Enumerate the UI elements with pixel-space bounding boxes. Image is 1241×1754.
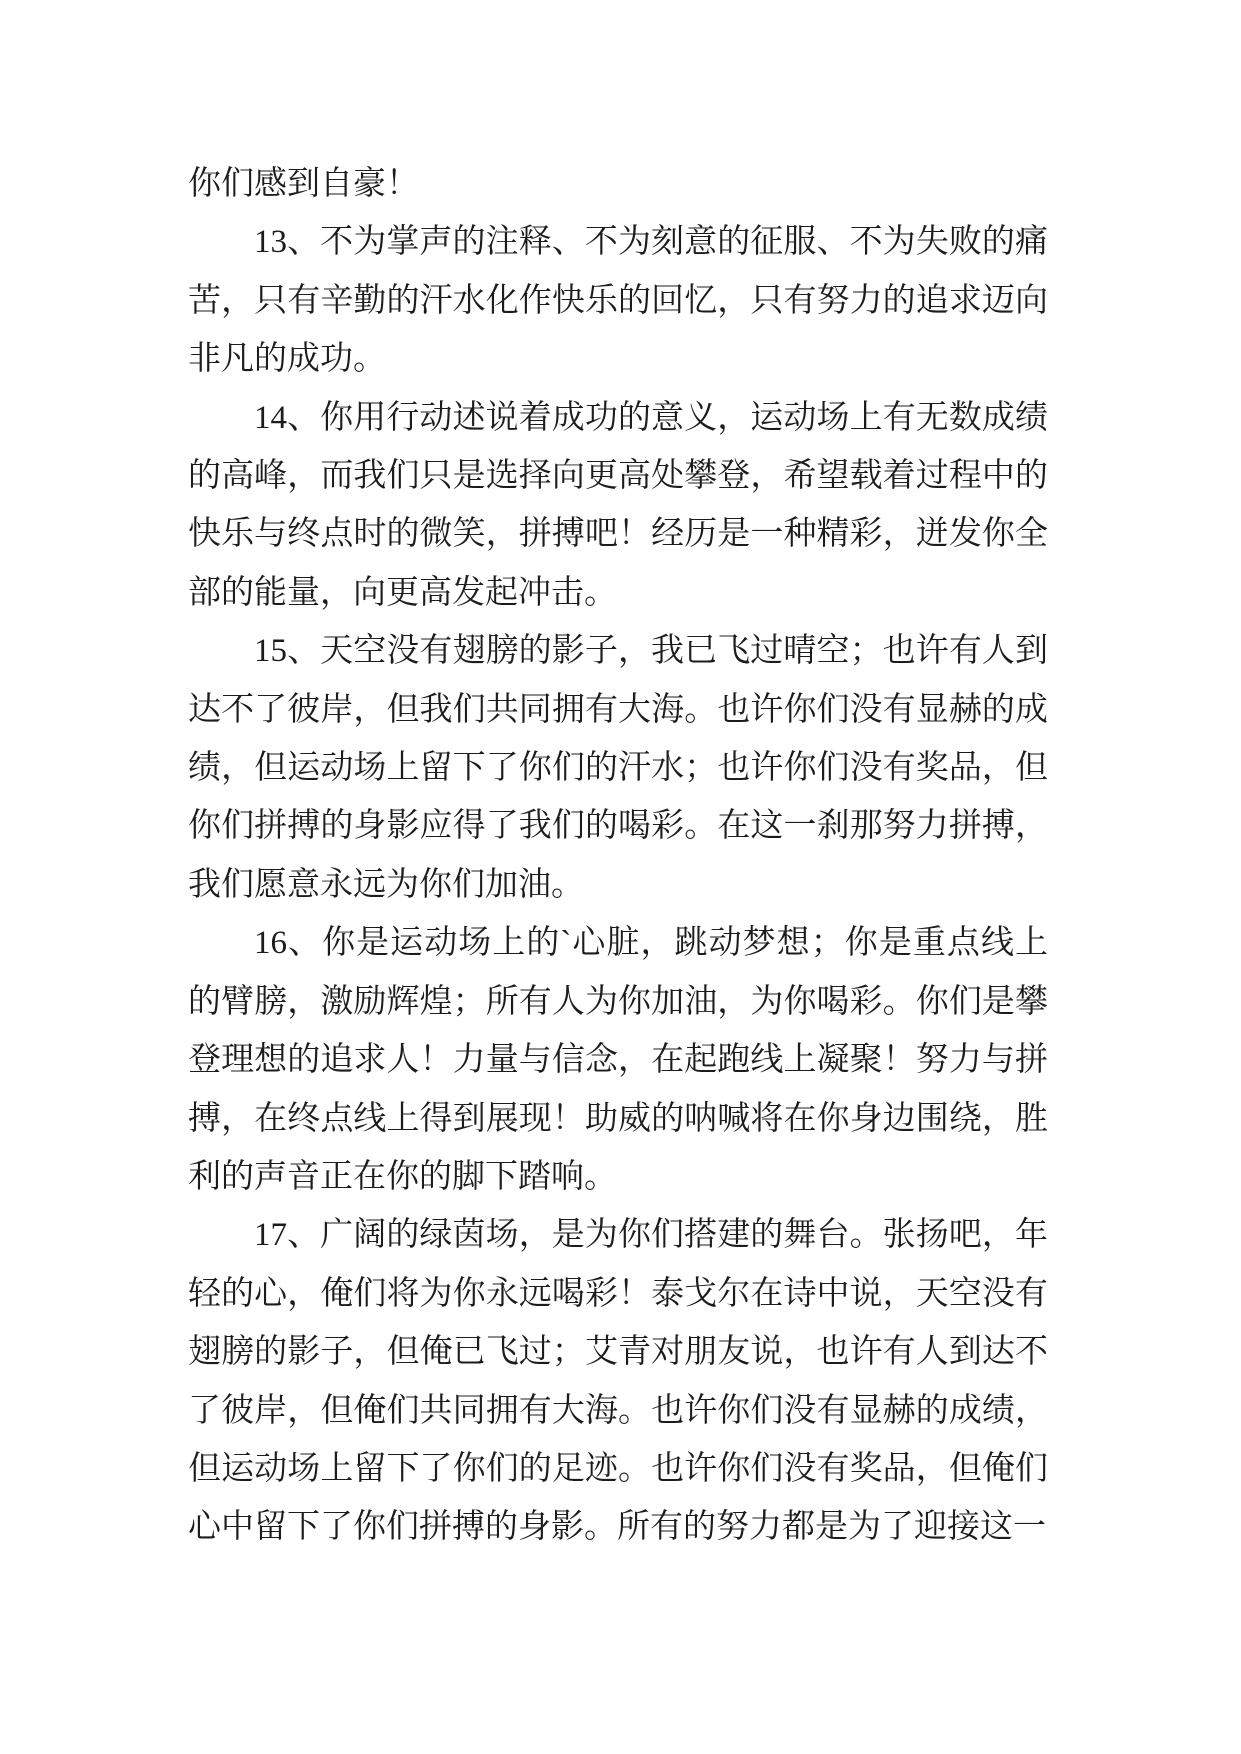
document-text-block	[188, 155, 1048, 1557]
paragraph-14: 14、你用行动述说着成功的意义，运动场上有无数成绩的高峰，而我们只是选择向更高处攀登，希望载着过程中的快乐与终点时的微笑，拼搏吧！经历是一种精彩，迸发你全部的能量，向更高发起冲击。	[188, 399, 1048, 611]
paragraph-17: 17、广阔的绿茵场，是为你们搭建的舞台。张扬吧，年轻的心，俺们将为你永远喝彩！泰戈尔在诗中说，天空没有翅膀的影子，但俺已飞过；艾青对朋友说，也许有人到达不了彼岸，但俺们共同拥有大海。也许你们没有显赫的成绩，但运动场上留下了你们的足迹。也许你们没有奖品，但俺们心中留下了你们拼搏的身影。所有的努力都是为了迎接这一	[188, 1217, 1048, 1546]
paragraph-15: 15、天空没有翅膀的影子，我已飞过晴空；也许有人到达不了彼岸，但我们共同拥有大海。也许你们没有显赫的成绩，但运动场上留下了你们的汗水；也许你们没有奖品，但你们拼搏的身影应得了我们的喝彩。在这一刹那努力拼搏，我们愿意永远为你们加油。	[188, 633, 1048, 903]
paragraph-16: 16、你是运动场上的`心脏，跳动梦想；你是重点线上的臂膀，激励辉煌；所有人为你加油，为你喝彩。你们是攀登理想的追求人！力量与信念，在起跑线上凝聚！努力与拼搏，在终点线上得到展现！助威的呐喊将在你身边围绕，胜利的声音正在你的脚下踏响。	[188, 925, 1048, 1195]
paragraph-continuation: 你们感到自豪！	[188, 166, 419, 202]
paragraph-13: 13、不为掌声的注释、不为刻意的征服、不为失败的痛苦，只有辛勤的汗水化作快乐的回忆，只有努力的追求迈向非凡的成功。	[188, 224, 1048, 378]
